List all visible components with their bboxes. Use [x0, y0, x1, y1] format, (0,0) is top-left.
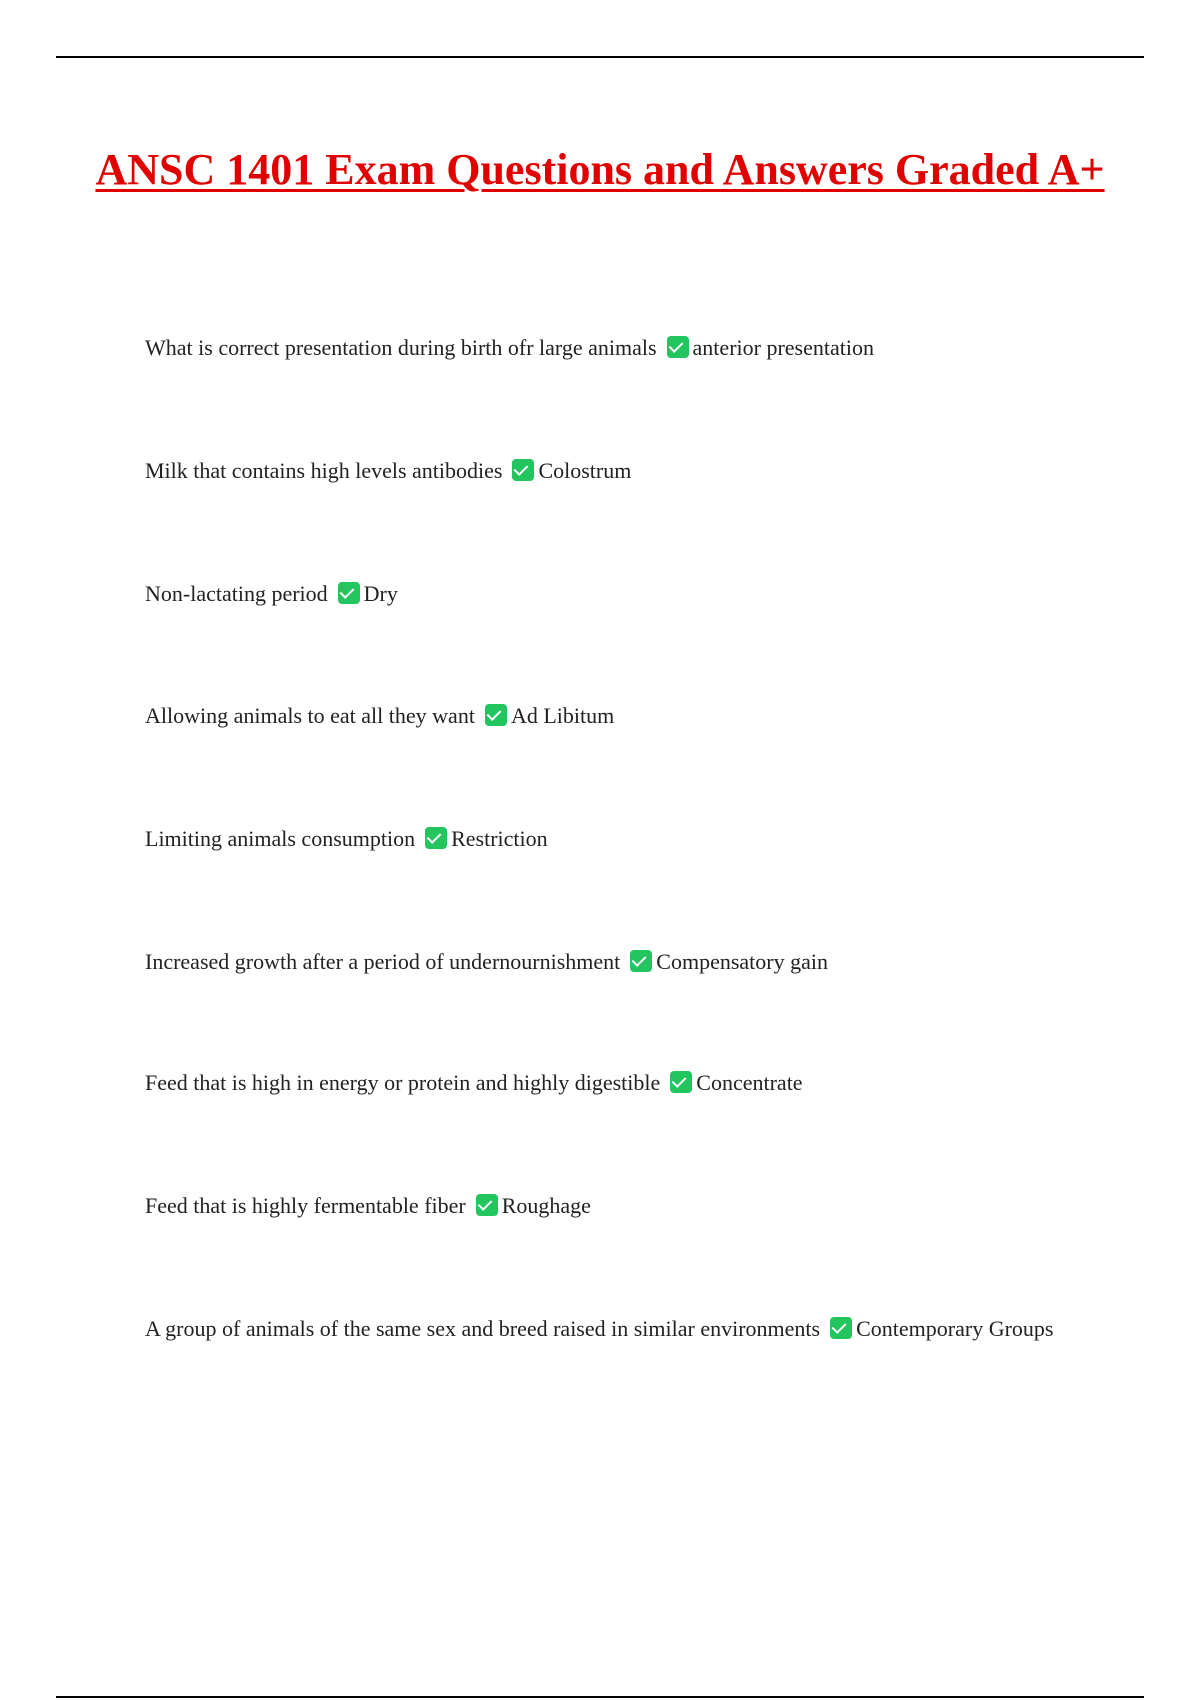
- top-divider: [56, 56, 1144, 58]
- check-icon: [476, 1194, 498, 1216]
- question-text: What is correct presentation during birth ofr large animals: [145, 335, 657, 360]
- answer-text: anterior presentation: [692, 335, 874, 360]
- check-icon: [485, 704, 507, 726]
- question-text: Feed that is highly fermentable fiber: [145, 1193, 466, 1218]
- qa-item: [145, 1306, 1075, 1351]
- check-icon: [512, 459, 534, 481]
- question-text: Milk that contains high levels antibodies: [145, 458, 503, 483]
- qa-item: [145, 816, 1075, 861]
- qa-item: [145, 325, 1075, 370]
- answer-text: Contemporary Groups: [856, 1316, 1054, 1341]
- qa-item: [145, 693, 1075, 738]
- check-icon: [338, 582, 360, 604]
- answer-text: Restriction: [451, 826, 548, 851]
- question-text: Non-lactating period: [145, 581, 328, 606]
- answer-text: Colostrum: [538, 458, 632, 483]
- bottom-divider: [56, 1696, 1144, 1698]
- answer-text: Dry: [363, 581, 398, 606]
- check-icon: [670, 1071, 692, 1093]
- answer-text: Compensatory gain: [656, 949, 828, 974]
- answer-text: Concentrate: [696, 1070, 803, 1095]
- question-text: Limiting animals consumption: [145, 826, 416, 851]
- qa-item: [145, 1183, 1075, 1228]
- answer-text: Roughage: [501, 1193, 591, 1218]
- qa-item: [145, 448, 1075, 493]
- question-text: Allowing animals to eat all they want: [145, 703, 475, 728]
- check-icon: [630, 950, 652, 972]
- check-icon: [425, 827, 447, 849]
- qa-item: [145, 1060, 1075, 1105]
- question-text: Feed that is high in energy or protein and highly digestible: [145, 1070, 661, 1095]
- qa-item: [145, 939, 1075, 984]
- qa-item: [145, 571, 1075, 616]
- document-title: ANSC 1401 Exam Questions and Answers Graded A+: [95, 145, 1105, 194]
- question-text: A group of animals of the same sex and breed raised in similar environments: [145, 1316, 821, 1341]
- check-icon: [830, 1317, 852, 1339]
- question-text: Increased growth after a period of undernournishment: [145, 949, 621, 974]
- answer-text: Ad Libitum: [510, 703, 615, 728]
- check-icon: [667, 336, 689, 358]
